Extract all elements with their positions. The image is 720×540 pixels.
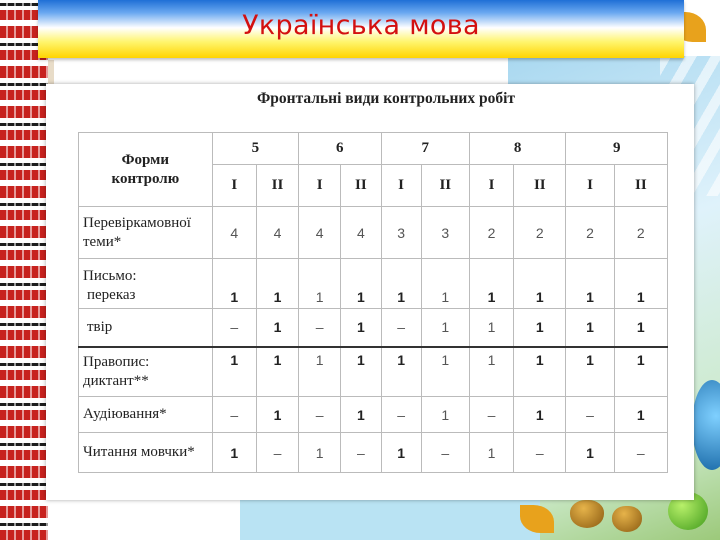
cell-value: – [299,309,341,347]
cell-value: 1 [299,347,341,397]
embroidery-ornament [0,0,48,540]
cell-value: 1 [514,397,566,433]
cell-value: 1 [514,259,566,309]
row-label: Письмо: переказ [79,259,213,309]
semester-header: I [469,165,513,207]
cell-value: 3 [421,207,469,259]
cell-value: – [299,397,341,433]
semester-header: II [614,165,667,207]
cell-value: 1 [212,347,256,397]
document-card [46,84,694,500]
cell-value: 1 [341,397,381,433]
acorn-icon [612,506,642,532]
cell-value: – [381,397,421,433]
cell-value: 1 [341,347,381,397]
cell-value: 1 [256,347,298,397]
cell-value: 1 [469,347,513,397]
cell-value: 4 [212,207,256,259]
table-row [79,397,668,433]
cell-value: 1 [469,433,513,473]
grade-header: 7 [381,133,469,165]
cell-value: 1 [341,309,381,347]
cell-value: 2 [514,207,566,259]
cell-value: 1 [514,309,566,347]
cell-value: 1 [421,347,469,397]
semester-header: II [256,165,298,207]
cell-value: 1 [421,259,469,309]
cell-value: 3 [381,207,421,259]
cell-value: 1 [614,397,667,433]
cell-value: 1 [469,259,513,309]
cell-value: 2 [566,207,614,259]
grade-header: 9 [566,133,668,165]
cell-value: 1 [469,309,513,347]
row-label: Перевіркамовної теми* [79,207,213,259]
cell-value: 1 [212,433,256,473]
cell-value: 1 [299,259,341,309]
forms-header-cell: Форми контролю [79,133,213,207]
cell-value: 1 [614,347,667,397]
table-header-row [79,133,668,165]
cell-value: 4 [256,207,298,259]
cell-value: – [514,433,566,473]
cell-value: – [566,397,614,433]
row-label: Правопис: диктант** [79,347,213,397]
cell-value: 4 [299,207,341,259]
cell-value: 2 [614,207,667,259]
grade-header: 8 [469,133,565,165]
grade-header: 6 [299,133,381,165]
control-forms-table [78,132,668,473]
semester-header: I [381,165,421,207]
cell-value: – [256,433,298,473]
table-row [79,433,668,473]
page-title: Українська мова [242,10,480,41]
cell-value: 1 [566,347,614,397]
cell-value: 1 [514,347,566,397]
cell-value: – [341,433,381,473]
row-label: Читання мовчки* [79,433,213,473]
cell-value: 1 [566,433,614,473]
cell-value: – [381,309,421,347]
row-label: твір [79,309,213,347]
cell-value: 4 [341,207,381,259]
cell-value: 1 [614,309,667,347]
cell-value: 1 [566,259,614,309]
cell-value: – [614,433,667,473]
cell-value: 1 [381,433,421,473]
acorn-icon [570,500,604,528]
semester-header: II [514,165,566,207]
grade-header: 5 [212,133,298,165]
semester-header: I [566,165,614,207]
cell-value: 1 [381,347,421,397]
semester-header: I [299,165,341,207]
cell-value: – [212,309,256,347]
cell-value: 1 [421,309,469,347]
cell-value: 1 [341,259,381,309]
cell-value: – [212,397,256,433]
cell-value: – [469,397,513,433]
cell-value: 1 [614,259,667,309]
table-row [79,309,668,347]
table-row [79,347,668,397]
semester-header: II [341,165,381,207]
table-row [79,259,668,309]
cell-value: 1 [299,433,341,473]
semester-header: II [421,165,469,207]
cell-value: – [421,433,469,473]
title-banner [38,0,684,58]
semester-header: I [212,165,256,207]
cell-value: 1 [212,259,256,309]
cell-value: 1 [566,309,614,347]
cell-value: 1 [256,397,298,433]
cell-value: 1 [256,259,298,309]
row-label: Аудіювання* [79,397,213,433]
cell-value: 1 [381,259,421,309]
table-row [79,207,668,259]
bottom-decoration [240,500,540,540]
table-title: Фронтальні види контрольних робіт [256,90,516,107]
cell-value: 2 [469,207,513,259]
cell-value: 1 [256,309,298,347]
cell-value: 1 [421,397,469,433]
